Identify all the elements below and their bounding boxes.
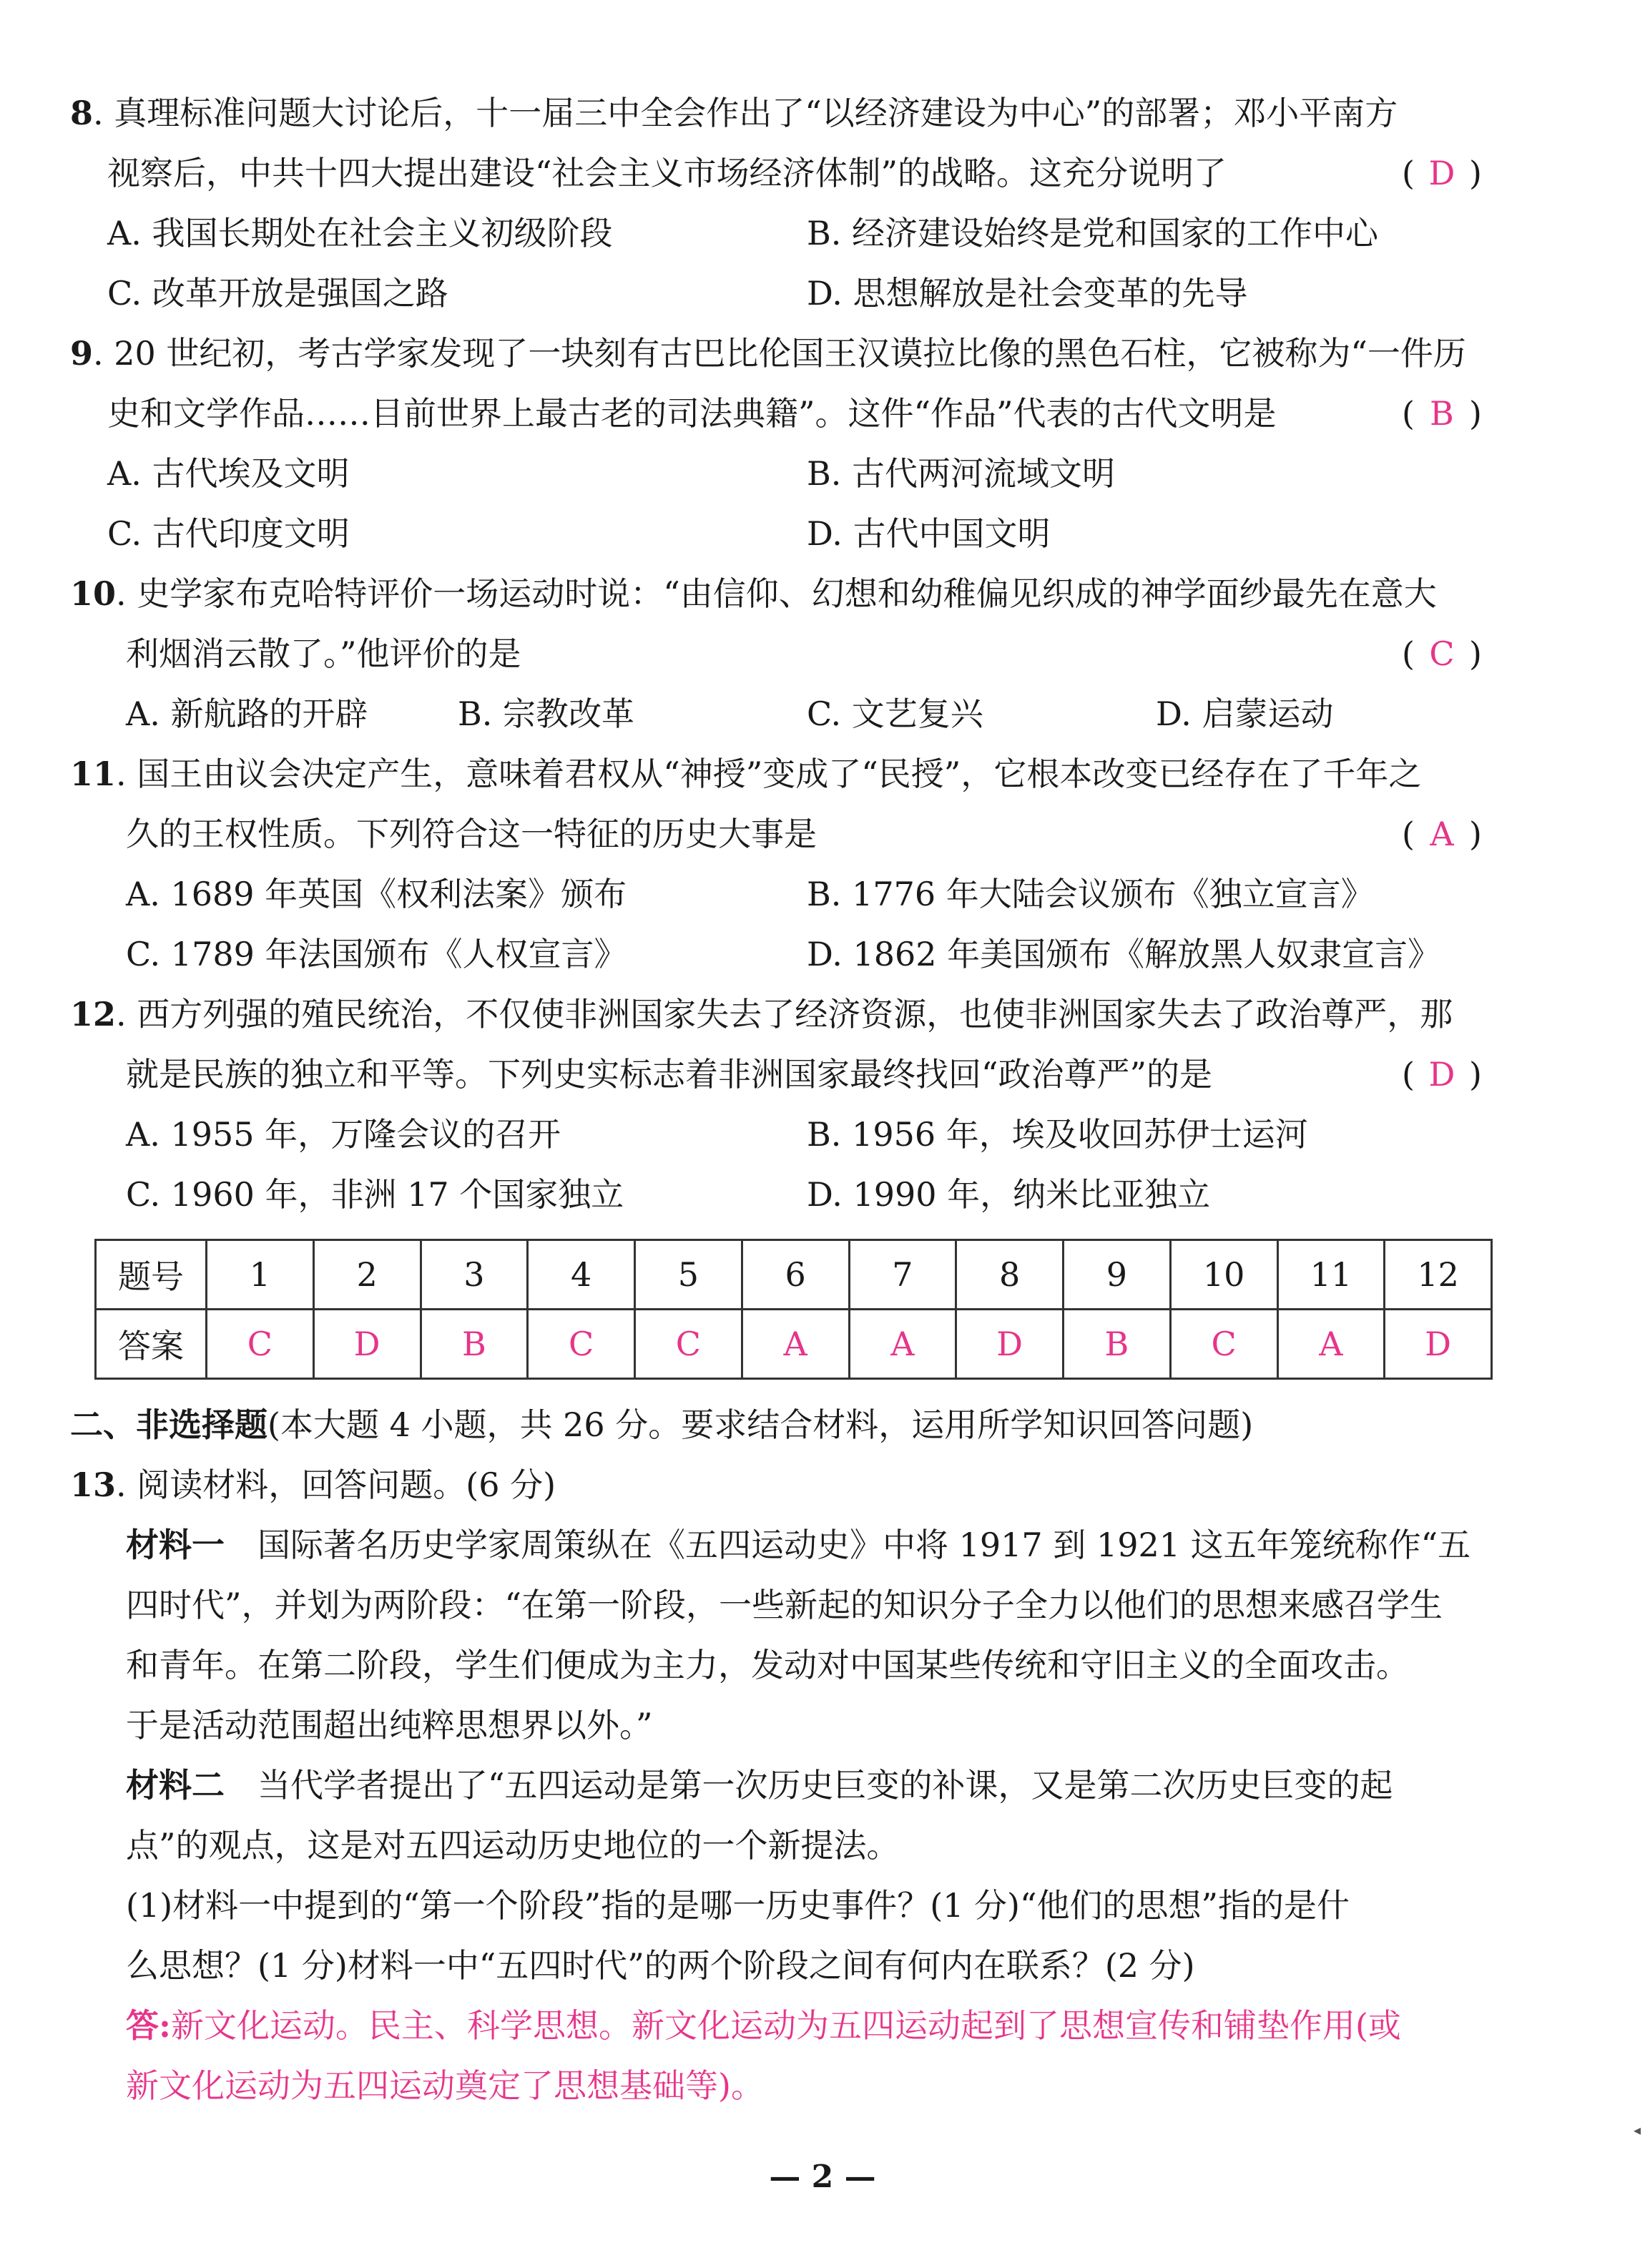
answer-table-answer: A [849,1310,956,1379]
q12-line1: 12. 西方列强的殖民统治，不仅使非洲国家失去了经济资源，也使非洲国家失去了政治尊严，那 [70,995,1453,1034]
q12-number: 12 [70,995,117,1034]
page-number: — 2 — [769,2159,876,2195]
answer-table-number: 8 [956,1240,1064,1310]
q13-number: 13 [70,1466,117,1504]
q8-answer-letter: D [1428,154,1455,192]
q10-answer: ( C ) [1402,632,1482,675]
q10-option-d: D. 启蒙运动 [1156,694,1334,733]
section2-title: 二、非选择题 [70,1405,267,1444]
material1-line1: 材料一 国际著名历史学家周策纵在《五四运动史》中将 1917 到 1921 这五年笼统称作“五 [126,1526,1471,1564]
answer-table-number: 5 [635,1240,742,1310]
answer-table-number: 2 [313,1240,421,1310]
q8-option-b: B. 经济建设始终是党和国家的工作中心 [807,214,1379,252]
answer-table-number: 9 [1064,1240,1171,1310]
answer-table-number: 4 [528,1240,635,1310]
q10-number: 10 [70,574,117,613]
q11-option-b: B. 1776 年大陆会议颁布《独立宣言》 [807,875,1374,913]
q12-line2: 就是民族的独立和平等。下列史实标志着非洲国家最终找回“政治尊严”的是 [126,1055,1213,1094]
q9-option-b: B. 古代两河流域文明 [807,454,1116,493]
material2-line1: 材料二 当代学者提出了“五四运动是第一次历史巨变的补课，又是第二次历史巨变的起 [126,1766,1393,1805]
material2-line2: 点”的观点，这是对五四运动历史地位的一个新提法。 [126,1826,900,1865]
q11-option-d: D. 1862 年美国颁布《解放黑人奴隶宣言》 [807,935,1441,973]
answer-table-answer: C [635,1310,742,1379]
q10-answer-letter: C [1429,634,1455,673]
material1-line3: 和青年。在第二阶段，学生们便成为主力，发动对中国某些传统和守旧主义的全面攻击。 [126,1646,1409,1684]
q13-sub1-line2: 么思想？(1 分)材料一中“五四时代”的两个阶段之间有何内在联系？(2 分) [126,1946,1195,1985]
q12-option-d: D. 1990 年，纳米比亚独立 [807,1175,1211,1214]
answer-table-answer: C [528,1310,635,1379]
q12-option-a: A. 1955 年，万隆会议的召开 [126,1115,561,1154]
q10-line1: 10. 史学家布克哈特评价一场运动时说：“由信仰、幻想和幼稚偏见织成的神学面纱最先在意大 [70,574,1437,613]
q13-stem: 13. 阅读材料，回答问题。(6 分) [70,1466,556,1504]
q8-option-c: C. 改革开放是强国之路 [107,274,448,313]
answer-table-answer: D [1385,1310,1492,1379]
q9-line1: 9. 20 世纪初，考古学家发现了一块刻有古巴比伦国王汉谟拉比像的黑色石柱，它被称为“一件历 [70,334,1466,373]
answer-table-number: 10 [1170,1240,1277,1310]
margin-mark-icon: ◂ [1634,2121,1641,2139]
section2-note: (本大题 4 小题，共 26 分。要求结合材料，运用所学知识回答问题) [267,1405,1254,1444]
answer-table-number: 1 [207,1240,314,1310]
answer-table-number: 6 [742,1240,849,1310]
answer-table-answer: B [1064,1310,1171,1379]
q9-option-a: A. 古代埃及文明 [107,454,350,493]
q9-option-c: C. 古代印度文明 [107,514,350,553]
q9-number: 9 [70,334,94,373]
q9-answer-letter: B [1430,394,1454,433]
q13-answer-label: 答: [126,2006,171,2045]
section2-heading [70,1403,1253,1446]
answer-table-answer: C [1170,1310,1277,1379]
q10-option-c: C. 文艺复兴 [807,694,983,733]
q11-number: 11 [70,755,117,793]
answer-table-number: 3 [421,1240,528,1310]
q8-line1: 8. 真理标准问题大讨论后，十一届三中全会作出了“以经济建设为中心”的部署；邓小平南方 [70,94,1398,132]
answer-table-answer: A [1277,1310,1385,1379]
q8-answer: ( D ) [1402,152,1482,195]
q13-sub1-line1: (1)材料一中提到的“第一个阶段”指的是哪一历史事件？(1 分)“他们的思想”指的是什 [126,1886,1350,1925]
q11-option-a: A. 1689 年英国《权利法案》颁布 [126,875,627,913]
q13-answer-line1: 答:新文化运动。民主、科学思想。新文化运动为五四运动起到了思想宣传和铺垫作用(或 [126,2006,1401,2045]
q12-option-b: B. 1956 年，埃及收回苏伊士运河 [807,1115,1308,1154]
material1-line4: 于是活动范围超出纯粹思想界以外。” [126,1706,653,1744]
answer-table-answer-row [96,1310,1492,1379]
answer-table-number-row [96,1240,1492,1310]
material2-label: 材料二 [126,1766,225,1805]
q8-number: 8 [70,94,94,132]
q12-answer-letter: D [1428,1055,1455,1094]
q11-answer: ( A ) [1402,813,1482,855]
q8-option-d: D. 思想解放是社会变革的先导 [807,274,1248,313]
answer-table [94,1239,1493,1380]
answer-table-number-label: 题号 [96,1240,207,1310]
answer-table-answer: C [207,1310,314,1379]
answer-table-answer: D [956,1310,1064,1379]
answer-table-number: 11 [1277,1240,1385,1310]
q11-line1: 11. 国王由议会决定产生，意味着君权从“神授”变成了“民授”，它根本改变已经存在了千年之 [70,755,1422,793]
q11-option-c: C. 1789 年法国颁布《人权宣言》 [126,935,627,973]
answer-table-number: 12 [1385,1240,1492,1310]
q10-option-b: B. 宗教改革 [458,694,635,733]
material1-label: 材料一 [126,1526,225,1564]
q10-option-a: A. 新航路的开辟 [126,694,368,733]
answer-table-answer: D [313,1310,421,1379]
q9-line2: 史和文学作品……目前世界上最古老的司法典籍”。这件“作品”代表的古代文明是 [107,394,1277,433]
answer-table-number: 7 [849,1240,956,1310]
q12-option-c: C. 1960 年，非洲 17 个国家独立 [126,1175,624,1214]
q9-option-d: D. 古代中国文明 [807,514,1051,553]
q9-answer: ( B ) [1402,392,1482,435]
answer-table-answer: A [742,1310,849,1379]
q11-line2: 久的王权性质。下列符合这一特征的历史大事是 [126,815,817,853]
q10-line2: 利烟消云散了。”他评价的是 [126,634,521,673]
q8-line2: 视察后，中共十四大提出建设“社会主义市场经济体制”的战略。这充分说明了 [107,154,1227,192]
q13-answer-line2: 新文化运动为五四运动奠定了思想基础等)。 [126,2066,764,2105]
answer-table-answer-label: 答案 [96,1310,207,1379]
answer-table-answer: B [421,1310,528,1379]
material1-line2: 四时代”，并划为两阶段：“在第一阶段，一些新起的知识分子全力以他们的思想来感召学生 [126,1586,1443,1624]
q12-answer: ( D ) [1402,1053,1482,1096]
q8-option-a: A. 我国长期处在社会主义初级阶段 [107,214,613,252]
q11-answer-letter: A [1430,815,1454,853]
